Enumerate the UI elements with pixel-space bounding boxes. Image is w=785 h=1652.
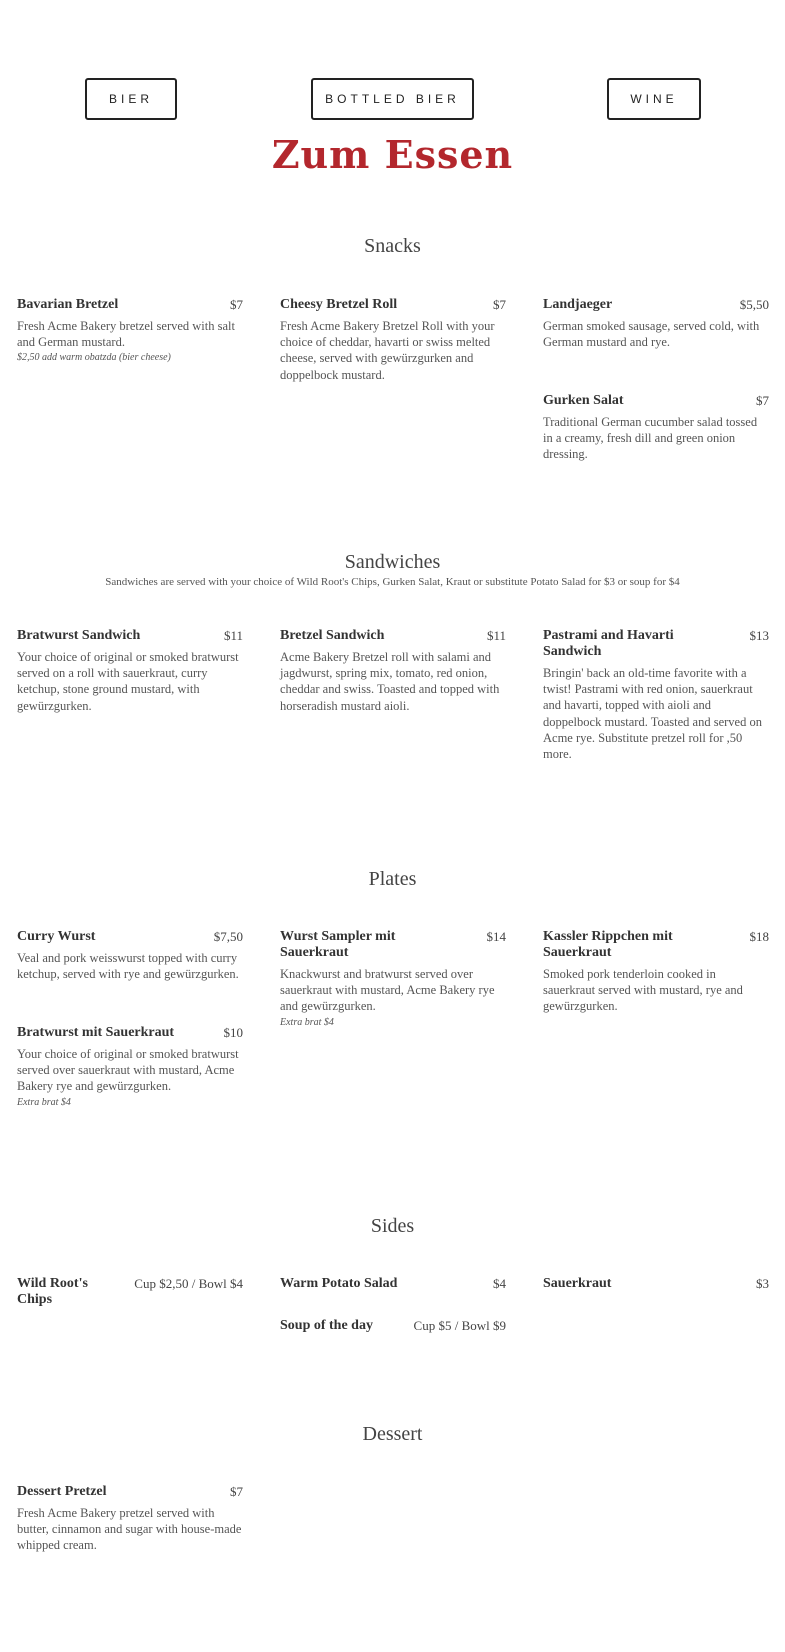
menu-item-bratwurst-sandwich: [17, 628, 243, 714]
section-title-snacks: Snacks: [364, 235, 421, 257]
item-name: Warm Potato Salad: [280, 1276, 398, 1291]
item-name: Bavarian Bretzel: [17, 297, 119, 312]
item-name: Wurst Sampler mit Sauerkraut: [280, 929, 396, 960]
nav-wine-button[interactable]: WINE: [607, 78, 701, 120]
menu-item-bretzel-sandwich: [280, 628, 506, 714]
item-price: $10: [223, 1025, 243, 1040]
item-name: Landjaeger: [543, 297, 613, 312]
nav-bottled-bier-button[interactable]: BOTTLED BIER: [311, 78, 474, 120]
section-title-sandwiches: Sandwiches: [344, 551, 441, 573]
item-price: $14: [486, 929, 506, 944]
menu-item-warm-potato-salad: [280, 1276, 506, 1292]
menu-item-kassler-rippchen: [543, 929, 769, 1015]
item-price: Cup $5 / Bowl $9: [413, 1318, 506, 1333]
item-price: $7,50: [213, 929, 243, 944]
menu-item-curry-wurst: [17, 929, 243, 982]
item-name: Kassler Rippchen mit Sauerkraut: [543, 929, 673, 960]
item-note: Extra brat $4: [280, 1016, 334, 1028]
item-price: $7: [230, 297, 243, 312]
item-price: $7: [230, 1484, 243, 1499]
item-note: $2,50 add warm obatzda (bier cheese): [17, 352, 171, 364]
item-name: Cheesy Bretzel Roll: [280, 297, 398, 312]
menu-item-soup-of-the-day: [280, 1318, 506, 1334]
item-description: Knackwurst and bratwurst served over sauerkraut with mustard, Acme Bakery rye and gewürzgurken.: [280, 967, 495, 1014]
item-description: German smoked sausage, served cold, with German mustard and rye.: [543, 319, 760, 350]
item-description: Smoked pork tenderloin cooked in sauerkraut served with mustard, rye and gewürzgurken.: [543, 967, 743, 1014]
item-price: $7: [493, 297, 506, 312]
item-price: $7: [756, 393, 769, 408]
item-name: Dessert Pretzel: [17, 1484, 107, 1499]
item-name: Bratwurst Sandwich: [17, 628, 141, 643]
item-description: Your choice of original or smoked bratwurst served over sauerkraut with mustard, Acme Bakery rye and gewürzgurken.: [17, 1047, 239, 1094]
item-description: Bringin' back an old-time favorite with a twist! Pastrami with red onion, sauerkraut and havarti, topped with aioli and doppelbock mustard. Toasted and served on Acme rye. Substitute pretzel roll for ,50 more.: [543, 666, 762, 762]
item-description: Fresh Acme Bakery Bretzel Roll with your choice of cheddar, havarti or swiss melted cheese, served with gewürzgurken and doppelbock mustard.: [280, 319, 495, 382]
item-name: Bratwurst mit Sauerkraut: [17, 1025, 175, 1040]
menu-item-sauerkraut: [543, 1276, 769, 1292]
item-price: $18: [749, 929, 769, 944]
item-price: Cup $2,50 / Bowl $4: [134, 1276, 243, 1291]
menu-item-wild-roots-chips: [17, 1276, 243, 1308]
page-title: Zum Essen: [271, 132, 514, 177]
menu-item-dessert-pretzel: [17, 1484, 243, 1554]
menu-item-bratwurst-mit-sauerkraut: [17, 1025, 243, 1108]
section-title-sides: Sides: [370, 1215, 415, 1237]
item-description: Your choice of original or smoked bratwurst served on a roll with sauerkraut, curry ketchup, stone ground mustard, with gewürzgurken.: [17, 650, 239, 713]
item-price: $11: [223, 628, 243, 643]
item-name: Curry Wurst: [17, 929, 96, 944]
item-note: Extra brat $4: [17, 1096, 71, 1108]
item-price: $11: [486, 628, 506, 643]
item-price: $13: [749, 628, 769, 643]
menu-item-wurst-sampler: [280, 929, 506, 1028]
item-name: Gurken Salat: [543, 393, 624, 408]
item-description: Traditional German cucumber salad tossed in a creamy, fresh dill and green onion dressing.: [543, 415, 758, 462]
menu-item-gurken-salat: [543, 393, 769, 463]
item-name: Soup of the day: [280, 1318, 373, 1333]
item-price: $3: [756, 1276, 769, 1291]
section-note-sandwiches: Sandwiches are served with your choice of Wild Root's Chips, Gurken Salat, Kraut or substitute Potato Salad for $3 or soup for $4: [105, 576, 680, 588]
item-name: Pastrami and Havarti Sandwich: [543, 628, 674, 659]
section-title-dessert: Dessert: [362, 1423, 423, 1445]
item-description: Fresh Acme Bakery pretzel served with butter, cinnamon and sugar with house-made whipped cream.: [17, 1506, 242, 1553]
section-title-plates: Plates: [368, 868, 417, 890]
item-price: $4: [493, 1276, 506, 1291]
item-description: Fresh Acme Bakery bretzel served with salt and German mustard.: [17, 319, 235, 350]
menu-item-landjaeger: [543, 297, 769, 350]
item-name: Bretzel Sandwich: [280, 628, 385, 643]
menu-item-bavarian-bretzel: [17, 297, 243, 363]
menu-item-pastrami-havarti-sandwich: [543, 628, 769, 762]
item-description: Veal and pork weisswurst topped with curry ketchup, served with rye and gewürzgurken.: [17, 951, 239, 982]
item-name: Wild Root's Chips: [17, 1276, 88, 1307]
menu-item-cheesy-bretzel-roll: [280, 297, 506, 383]
item-description: Acme Bakery Bretzel roll with salami and jagdwurst, spring mix, tomato, red onion, cheddar and swiss. Toasted and topped with horseradish mustard aioli.: [280, 650, 500, 713]
item-name: Sauerkraut: [543, 1276, 612, 1291]
nav-bier-button[interactable]: BIER: [85, 78, 177, 120]
item-price: $5,50: [739, 297, 769, 312]
